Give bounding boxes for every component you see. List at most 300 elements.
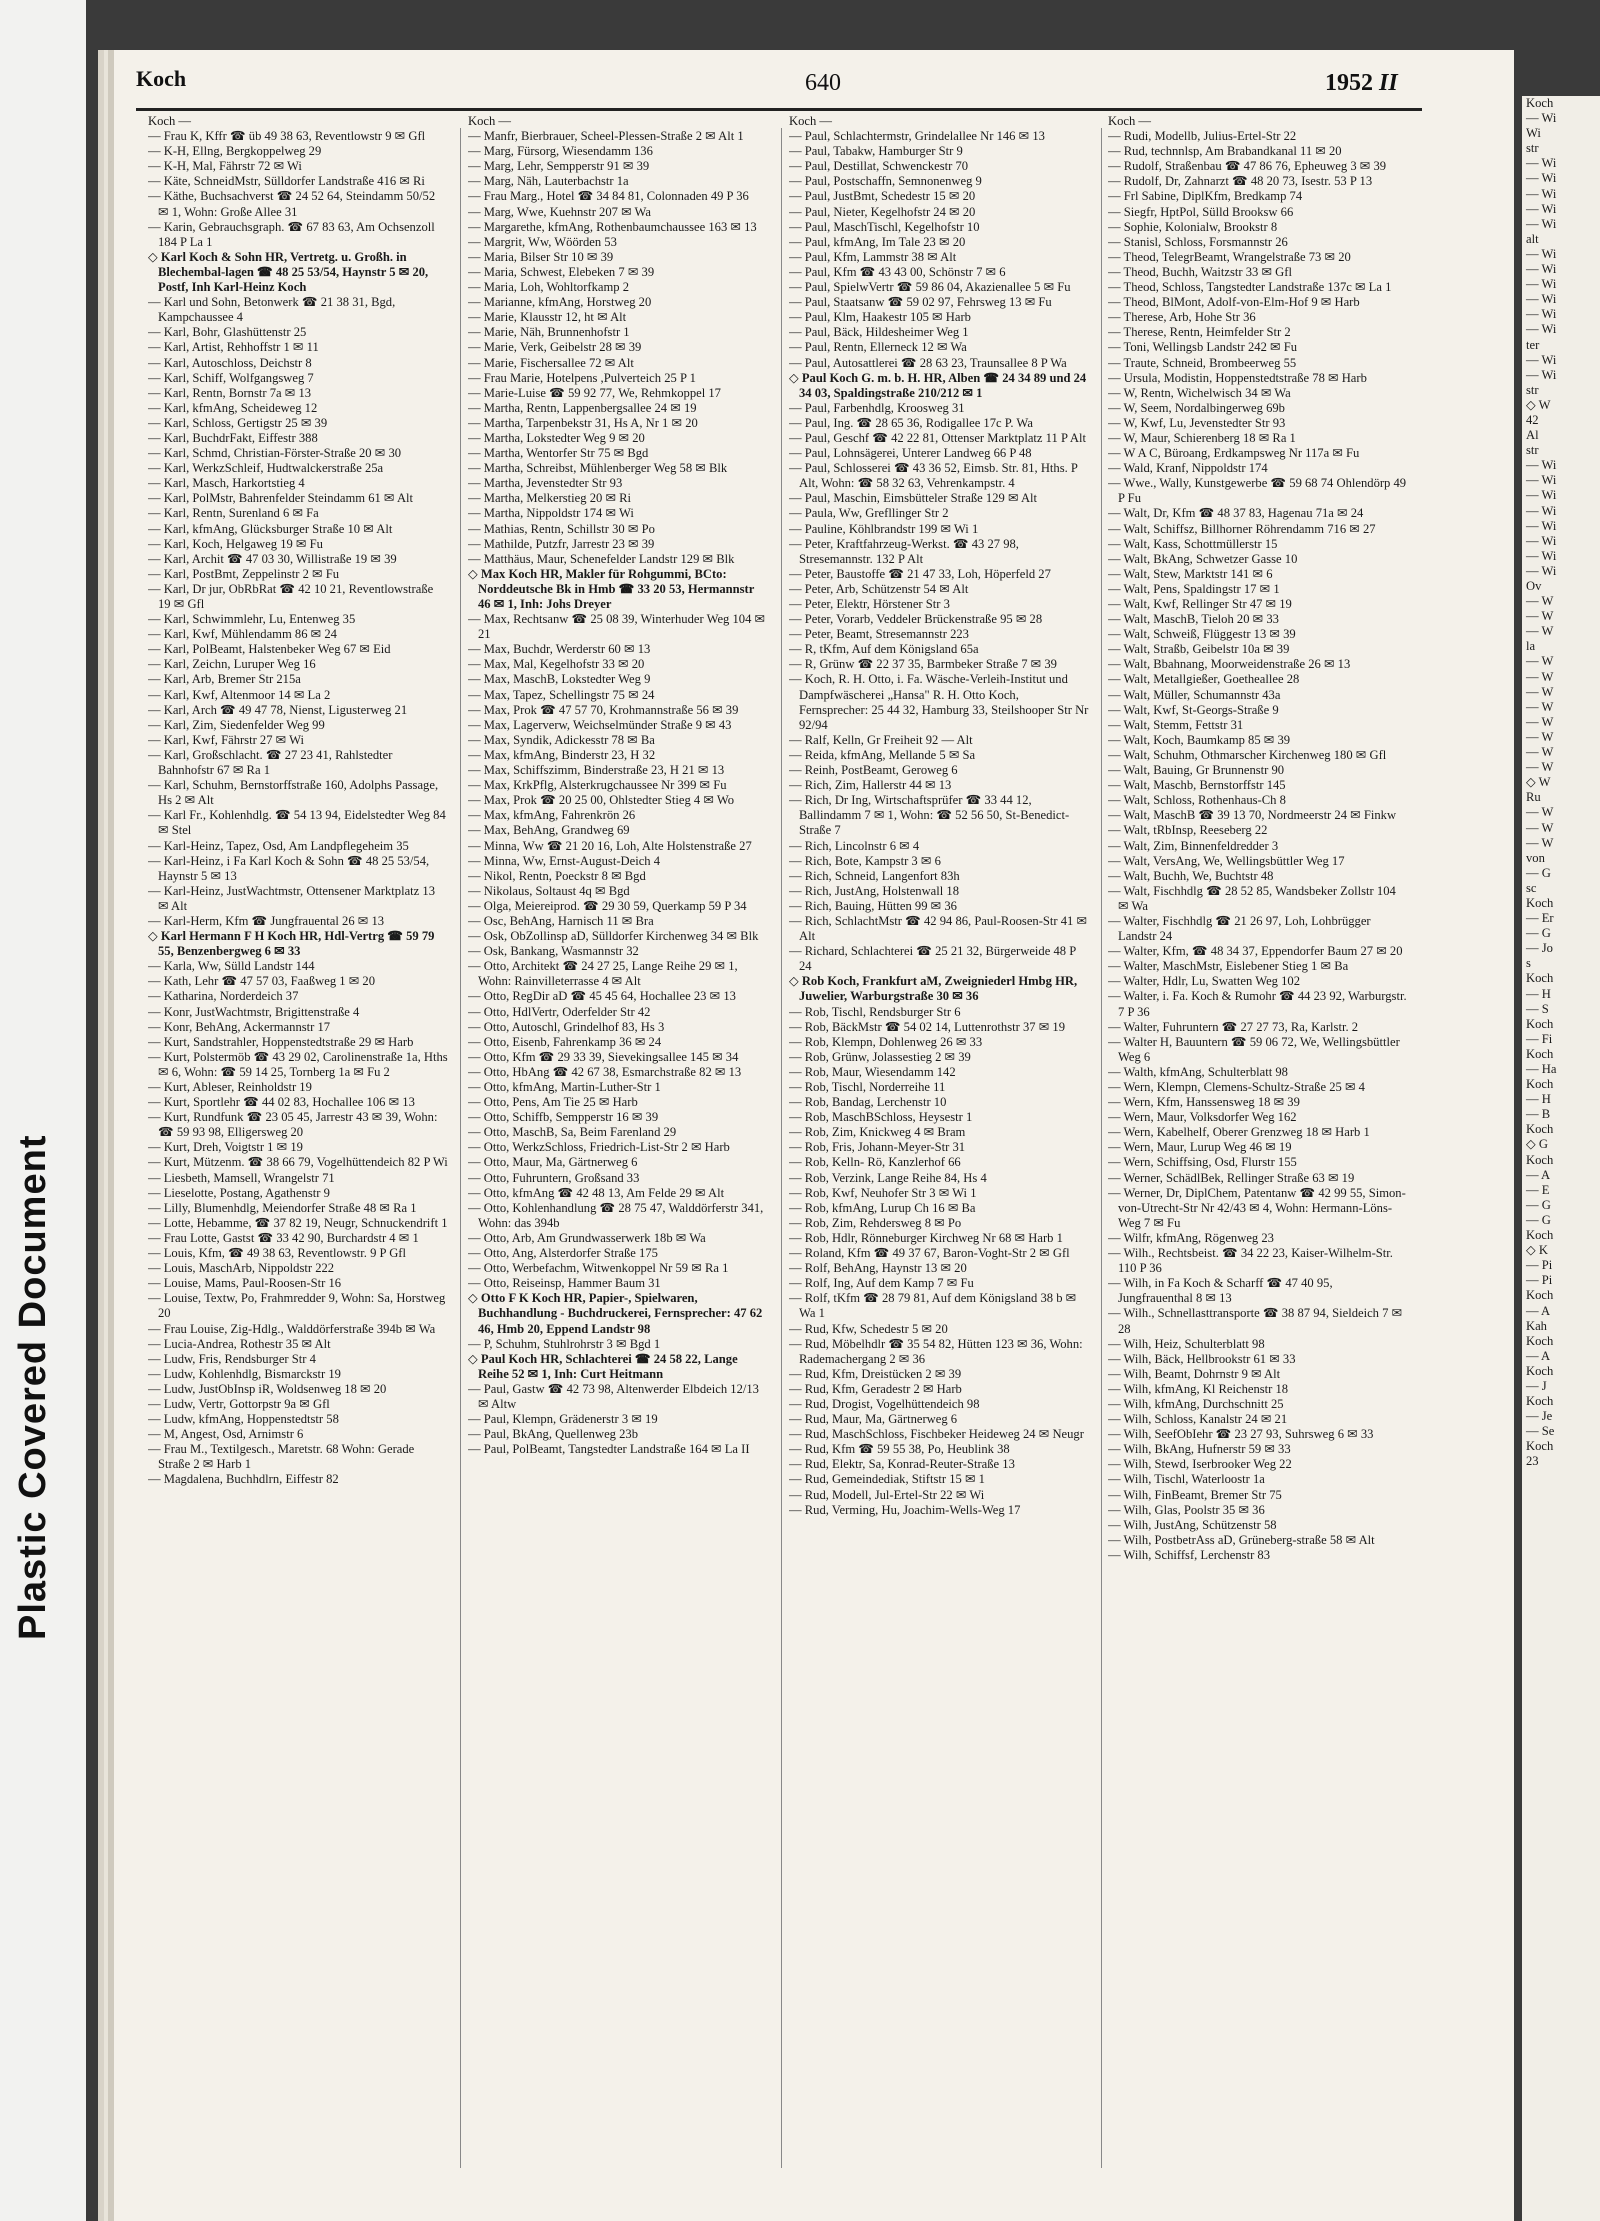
directory-entry: — Kurt, Mützenm. ☎ 38 66 79, Vogelhüttendeich 82 P Wi <box>148 1155 448 1170</box>
directory-entry: ◇ Rob Koch, Frankfurt aM, Zweigniederl Hmbg HR, Juwelier, Warburgstraße 30 ✉ 36 <box>789 974 1078 1004</box>
directory-entry: — Rudolf, Straßenbau ☎ 47 86 76, Epheuweg 3 ✉ 39 <box>1108 159 1387 174</box>
directory-entry: — Wilh, BkAng, Hufnerstr 59 ✉ 33 <box>1108 1442 1291 1457</box>
directory-entry: — Paul, Klm, Haakestr 105 ✉ Harb <box>789 310 971 325</box>
directory-entry: — Max, Prok ☎ 47 57 70, Krohmannstraße 56 ✉ 39 <box>468 702 739 717</box>
next-page-fragment: — Wi <box>1526 458 1557 473</box>
directory-entry: — Wwe., Wally, Kunstgewerbe ☎ 59 68 74 Ohlendörp 49 P Fu <box>1108 476 1407 506</box>
directory-entry: — Otto, Arb, Am Grundwasserwerk 18b ✉ Wa <box>468 1230 706 1245</box>
directory-entry: — W, Kwf, Lu, Jevenstedter Str 93 <box>1108 415 1286 430</box>
directory-entry: — Rob, kfmAng, Lurup Ch 16 ✉ Ba <box>789 1200 976 1215</box>
directory-entry: — Lucia-Andrea, Rothestr 35 ✉ Alt <box>148 1336 331 1351</box>
next-page-fragment: — Wi <box>1526 563 1557 578</box>
next-page-fragment: — S <box>1526 1001 1549 1016</box>
directory-entry: — Wilfr, kfmAng, Rögenweg 23 <box>1108 1230 1274 1245</box>
directory-entry: — Rob, Tischl, Rendsburger Str 6 <box>789 1004 961 1019</box>
directory-entry: — Rud, Kfm, Geradestr 2 ✉ Harb <box>789 1381 962 1396</box>
directory-entry: — Osc, BehAng, Harnisch 11 ✉ Bra <box>468 913 654 928</box>
directory-entry: — Rich, Dr Ing, Wirtschaftsprüfer ☎ 33 44 12, Ballindamm 7 ✉ 1, Wohn: ☎ 52 56 50, St-Benedict-Straße 7 <box>789 793 1070 838</box>
directory-entry: — Paul, Klempn, Grädenerstr 3 ✉ 19 <box>468 1412 658 1427</box>
directory-entry: — Walt, Schiffsz, Billhorner Röhrendamm 716 ✉ 27 <box>1108 521 1376 536</box>
directory-entry: — Kurt, Dreh, Voigtstr 1 ✉ 19 <box>148 1140 303 1155</box>
directory-entry: — Ludw, JustObInsp iR, Woldsenweg 18 ✉ 20 <box>148 1381 387 1396</box>
directory-entry: — Walt, Stemm, Fettstr 31 <box>1108 717 1244 732</box>
next-page-fragment: Koch <box>1526 1288 1554 1303</box>
next-page-fragment: — Wi <box>1526 111 1557 126</box>
next-page-fragment: — Jo <box>1526 941 1553 956</box>
directory-entry: — Walt, Müller, Schumannstr 43a <box>1108 687 1281 702</box>
directory-entry: — Karl, Arb, Bremer Str 215a <box>148 672 301 687</box>
directory-entry: — Wilh., Schnellasttransporte ☎ 38 87 94, Sieldeich 7 ✉ 28 <box>1108 1306 1403 1336</box>
directory-entry: Koch — <box>1108 114 1152 128</box>
directory-entry: — Paul, Nieter, Kegelhofstr 24 ✉ 20 <box>789 204 976 219</box>
directory-entry: Koch — <box>789 114 833 128</box>
next-page-fragment: str <box>1526 443 1539 458</box>
year: 1952 <box>1325 70 1373 96</box>
directory-entry: — Rob, Zim, Rehdersweg 8 ✉ Po <box>789 1215 962 1230</box>
directory-entry: — Peter, Baustoffe ☎ 21 47 33, Loh, Höperfeld 27 <box>789 566 1051 581</box>
directory-entry: — Paul, PolBeamt, Tangstedter Landstraße 164 ✉ La II <box>468 1442 750 1457</box>
next-page-fragment: Koch <box>1526 1077 1554 1092</box>
next-page-fragment: — Wi <box>1526 533 1557 548</box>
next-page-fragment: — Wi <box>1526 171 1557 186</box>
directory-entry: — Martha, Nippoldstr 174 ✉ Wi <box>468 506 634 521</box>
directory-entry: — Walt, Zim, Binnenfeldredder 3 <box>1108 838 1279 853</box>
directory-entry: — Rich, SchlachtMstr ☎ 42 94 86, Paul-Roosen-Str 41 ✉ Alt <box>789 913 1088 944</box>
directory-entry: — Karl, PostBmt, Zeppelinstr 2 ✉ Fu <box>148 566 340 581</box>
next-page-fragment: Ov <box>1526 579 1542 593</box>
next-page-fragment: Koch <box>1526 1046 1554 1061</box>
directory-entry: — Ludw, Kohlenhdlg, Bismarckstr 19 <box>148 1366 341 1381</box>
directory-entry: — Wilh, Beamt, Dohrnstr 9 ✉ Alt <box>1108 1366 1281 1381</box>
directory-entry: — Rob, Maur, Wiesendamm 142 <box>789 1064 956 1079</box>
next-page-fragment: — G <box>1526 926 1551 941</box>
directory-entry: — Walt, Fischhdlg ☎ 28 52 85, Wandsbeker Zollstr 104 ✉ Wa <box>1108 883 1396 913</box>
directory-entry: — Walt, Stew, Marktstr 141 ✉ 6 <box>1108 566 1273 581</box>
next-page-fragment: Koch <box>1526 1152 1554 1167</box>
directory-entry: — Werner, SchädlBek, Rellinger Straße 63 ✉ 19 <box>1108 1170 1355 1185</box>
next-page-fragment: — Wi <box>1526 518 1557 533</box>
next-page-fragment: ◇ K <box>1526 1243 1548 1258</box>
directory-entry: — Ursula, Modistin, Hoppenstedtstraße 78 ✉ Harb <box>1108 370 1367 385</box>
directory-entry: — Paul, Tabakw, Hamburger Str 9 <box>789 144 963 159</box>
next-page-fragment: — E <box>1526 1182 1550 1197</box>
directory-entry: — Paul, Ing. ☎ 28 65 36, Rodigallee 17c P. Wa <box>789 415 1033 430</box>
next-page-fragment: — Wi <box>1526 292 1557 307</box>
directory-entry: — Walt, Koch, Baumkamp 85 ✉ 39 <box>1108 732 1291 747</box>
next-page-fragment: Ru <box>1526 790 1541 805</box>
directory-entry: — Max, Rechtsanw ☎ 25 08 39, Winterhuder Weg 104 ✉ 21 <box>468 612 766 642</box>
directory-entry: — Rud, Möbelhdlr ☎ 35 54 82, Hütten 123 ✉ 36, Wohn: Rademachergang 2 ✉ 36 <box>789 1336 1083 1366</box>
directory-entry: — Karl, Zeichn, Luruper Weg 16 <box>148 657 316 672</box>
directory-entry: — Karl, Archit ☎ 47 03 30, Willistraße 19 ✉ 39 <box>148 551 397 566</box>
next-page-fragment: — W <box>1526 805 1554 820</box>
directory-entry: — Wern, Kabelhelf, Oberer Grenzweg 18 ✉ Harb 1 <box>1108 1125 1370 1140</box>
directory-entry: — Therese, Arb, Hohe Str 36 <box>1108 310 1256 325</box>
directory-entry: — Walt, Pens, Spaldingstr 17 ✉ 1 <box>1108 581 1280 596</box>
directory-entry: — Rud, technnlsp, Am Brabandkanal 11 ✉ 20 <box>1108 144 1342 159</box>
next-page-fragment: 23 <box>1526 1454 1539 1469</box>
directory-entry: — Otto, Eisenb, Fahrenkamp 36 ✉ 24 <box>468 1034 662 1049</box>
next-page-fragment: — Pi <box>1526 1258 1553 1273</box>
directory-entry: — Walt, Kwf, St-Georgs-Straße 9 <box>1108 702 1279 717</box>
directory-entry: — Paul, Kfm ☎ 43 43 00, Schönstr 7 ✉ 6 <box>789 264 1006 279</box>
directory-entry: — Max, KrkPflg, Alsterkrugchaussee Nr 399 ✉ Fu <box>468 778 727 793</box>
directory-entry: — Rob, Bandag, Lerchenstr 10 <box>789 1095 947 1110</box>
directory-entry: — Paul, Autosattlerei ☎ 28 63 23, Traunsallee 8 P Wa <box>789 355 1067 370</box>
directory-entry: — Mathilde, Putzfr, Jarrestr 23 ✉ 39 <box>468 536 655 551</box>
directory-entry: — Wern, Maur, Volksdorfer Weg 162 <box>1108 1110 1297 1125</box>
next-page-fragment: Koch <box>1526 1394 1554 1409</box>
directory-entry: — Paul, Schlosserei ☎ 43 36 52, Eimsb. Str. 81, Hths. P Alt, Wohn: ☎ 58 32 63, Vehrenkampstr. 4 <box>789 461 1078 491</box>
directory-entry: — K-H, Mal, Fährstr 72 ✉ Wi <box>148 159 302 174</box>
directory-entry: — Otto, Ang, Alsterdorfer Straße 175 <box>468 1246 658 1261</box>
directory-entry: — Siegfr, HptPol, Sülld Brooksw 66 <box>1108 204 1294 219</box>
next-page-fragment: — W <box>1526 609 1554 624</box>
directory-entry: — Frau Lotte, Gastst ☎ 33 42 90, Burchardstr 4 ✉ 1 <box>148 1230 419 1245</box>
directory-entry: — Lilly, Blumenhdlg, Meiendorfer Straße 48 ✉ Ra 1 <box>148 1200 417 1215</box>
directory-entry: — Walt, tRbInsp, Reeseberg 22 <box>1108 823 1268 838</box>
next-page-fragment: Koch <box>1526 1122 1554 1137</box>
directory-entry: — Karl, Rentn, Bornstr 7a ✉ 13 <box>148 385 312 400</box>
directory-entry: — Otto, RegDir aD ☎ 45 45 64, Hochallee 23 ✉ 13 <box>468 989 736 1004</box>
directory-entry: — Karl, Koch, Helgaweg 19 ✉ Fu <box>148 536 323 551</box>
directory-entry: — Max, Buchdr, Werderstr 60 ✉ 13 <box>468 642 651 657</box>
directory-entry: ◇ Paul Koch G. m. b. H. HR, Alben ☎ 24 34 89 und 24 34 03, Spaldingstraße 210/212 ✉ 1 <box>789 370 1087 400</box>
directory-entry: — Nikolaus, Soltaust 4q ✉ Bgd <box>468 883 630 898</box>
directory-entry: — Walt, Bbahnang, Moorweidenstraße 26 ✉ 13 <box>1108 657 1351 672</box>
directory-entry: — Walter, MaschMstr, Eislebener Stieg 1 ✉ Ba <box>1108 959 1349 974</box>
directory-entry: — Karl-Heinz, i Fa Karl Koch & Sohn ☎ 48 25 53/54, Haynstr 5 ✉ 13 <box>148 853 430 883</box>
directory-entry: — Martha, Tarpenbekstr 31, Hs A, Nr 1 ✉ 20 <box>468 415 698 430</box>
directory-entry: — Maria, Schwest, Elebeken 7 ✉ 39 <box>468 264 655 279</box>
column-divider <box>1101 128 1102 2168</box>
next-page-fragment: — W <box>1526 654 1554 669</box>
directory-entry: — Rob, Grünw, Jolassestieg 2 ✉ 39 <box>789 1049 971 1064</box>
directory-entry: — Max, MaschB, Lokstedter Weg 9 <box>468 672 651 687</box>
directory-entry: — Paul, BkAng, Quellenweg 23b <box>468 1427 638 1442</box>
directory-entry: — Karl, PolMstr, Bahrenfelder Steindamm 61 ✉ Alt <box>148 491 414 506</box>
directory-entry: — Marie, Näh, Brunnenhofstr 1 <box>468 325 630 340</box>
directory-entry: — Rich, Schneid, Langenfort 83h <box>789 868 960 883</box>
directory-entry: ◇ Karl Koch & Sohn HR, Vertretg. u. Großh. in Blechembal-lagen ☎ 48 25 53/54, Haynstr 5 ✉ 20, Postf, Inh Karl-Heinz Koch <box>148 249 429 295</box>
directory-entry: — Werner, Dr, DiplChem, Patentanw ☎ 42 99 55, Simon-von-Utrecht-Str Nr 42/43 ✉ 4, Wohn: Hermann-Löns-Weg 7 ✉ Fu <box>1108 1185 1406 1230</box>
directory-entry: — Paul, kfmAng, Im Tale 23 ✉ 20 <box>789 234 966 249</box>
next-page-fragment: — Wi <box>1526 367 1557 382</box>
directory-entry: — Walt, BkAng, Schwetzer Gasse 10 <box>1108 551 1298 566</box>
directory-entry: — Kath, Lehr ☎ 47 57 03, Faaßweg 1 ✉ 20 <box>148 974 376 989</box>
directory-entry: — Wilh, Stewd, Iserbrooker Weg 22 <box>1108 1457 1292 1472</box>
directory-entry: — Matthäus, Maur, Schenefelder Landstr 129 ✉ Blk <box>468 551 735 566</box>
directory-entry: — Walter H, Bauuntern ☎ 59 06 72, We, Wellingsbüttler Weg 6 <box>1108 1034 1400 1064</box>
side-label: Plastic Covered Document <box>12 1134 54 1640</box>
directory-entry: — Karl, Bohr, Glashüttenstr 25 <box>148 325 307 340</box>
directory-entry: — Ralf, Kelln, Gr Freiheit 92 — Alt <box>789 732 973 747</box>
directory-entry: — Rud, Gemeindediak, Stiftstr 15 ✉ 1 <box>789 1472 985 1487</box>
directory-entry: Koch — <box>468 114 512 128</box>
next-page-fragment: — Wi <box>1526 488 1557 503</box>
directory-entry: — Martha, Lokstedter Weg 9 ✉ 20 <box>468 430 645 445</box>
directory-entry: — Walt, VersAng, We, Wellingsbüttler Weg 17 <box>1108 853 1345 868</box>
directory-entry: — Karl-Heinz, JustWachtmstr, Ottensener Marktplatz 13 ✉ Alt <box>148 883 436 913</box>
next-page-fragment: — Wi <box>1526 352 1557 367</box>
next-page-fragment: — Wi <box>1526 307 1557 322</box>
directory-entry: — Karla, Ww, Sülld Landstr 144 <box>148 959 315 974</box>
directory-entry: ◇ Paul Koch HR, Schlachterei ☎ 24 58 22, Lange Reihe 52 ✉ 1, Inh: Curt Heitmann <box>468 1351 738 1381</box>
next-page-fragment: Wi <box>1526 126 1541 141</box>
directory-entry: — Rob, Hdlr, Rönneburger Kirchweg Nr 68 ✉ Harb 1 <box>789 1230 1063 1245</box>
directory-entry: — Rob, Verzink, Lange Reihe 84, Hs 4 <box>789 1170 987 1185</box>
next-page-fragment: — Wi <box>1526 322 1557 337</box>
directory-entry: — Karl, Artist, Rehhoffstr 1 ✉ 11 <box>148 340 319 355</box>
directory-entry: — Ludw, Fris, Rendsburger Str 4 <box>148 1351 316 1366</box>
directory-entry: — Karl und Sohn, Betonwerk ☎ 21 38 31, Bgd, Kampchaussee 4 <box>148 295 396 325</box>
next-page-edge <box>1522 96 1600 2221</box>
directory-entry: — Paul, Postschaffn, Semnonenweg 9 <box>789 174 982 189</box>
next-page-fragment: Koch <box>1526 1439 1554 1454</box>
directory-entry: — Osk, ObZollinsp aD, Sülldorfer Kirchenweg 34 ✉ Blk <box>468 929 759 944</box>
next-page-fragment: — Wi <box>1526 156 1557 171</box>
page-number: 640 <box>805 70 841 96</box>
next-page-fragment: — G <box>1526 865 1551 880</box>
next-page-fragment: — W <box>1526 745 1554 760</box>
directory-entry: — Otto, Werbefachm, Witwenkoppel Nr 59 ✉ Ra 1 <box>468 1261 729 1276</box>
directory-entry: — Richard, Schlachterei ☎ 25 21 32, Bürgerweide 48 P 24 <box>789 944 1076 974</box>
directory-entry: — Reida, kfmAng, Mellande 5 ✉ Sa <box>789 747 976 762</box>
directory-entry: — Margrit, Ww, Wöörden 53 <box>468 234 617 249</box>
directory-entry: — Wilh, Glas, Poolstr 35 ✉ 36 <box>1108 1502 1265 1517</box>
directory-entry: — Max, Mal, Kegelhofstr 33 ✉ 20 <box>468 657 645 672</box>
directory-entry: — Karl, BuchdrFakt, Eiffestr 388 <box>148 430 318 445</box>
directory-entry: — Max, kfmAng, Fahrenkrön 26 <box>468 808 636 823</box>
next-page-fragment: — G <box>1526 1197 1551 1212</box>
directory-entry: — Rob, BäckMstr ☎ 54 02 14, Luttenrothstr 37 ✉ 19 <box>789 1019 1065 1034</box>
next-page-fragment: la <box>1526 639 1536 654</box>
directory-entry: — Roland, Kfm ☎ 49 37 67, Baron-Voght-Str 2 ✉ Gfl <box>789 1246 1070 1261</box>
directory-entry: — Paul, Lohnsägerei, Unterer Landweg 66 P 48 <box>789 446 1032 461</box>
directory-entry: — Rud, Verming, Hu, Joachim-Wells-Weg 17 <box>789 1502 1021 1517</box>
directory-entry: — Sophie, Kolonialw, Brookstr 8 <box>1108 219 1278 234</box>
next-page-fragment: ter <box>1526 337 1540 352</box>
directory-entry: — Otto, WerkzSchloss, Friedrich-List-Str 2 ✉ Harb <box>468 1140 730 1155</box>
next-page-fragment: — Ha <box>1526 1062 1557 1076</box>
directory-entry: — W, Rentn, Wichelwisch 34 ✉ Wa <box>1108 385 1291 400</box>
directory-entry: — Walt, Bauing, Gr Brunnenstr 90 <box>1108 763 1285 778</box>
directory-entry: — Marg, Fürsorg, Wiesendamm 136 <box>468 144 653 159</box>
directory-entry: — Lotte, Hebamme, ☎ 37 82 19, Neugr, Schnuckendrift 1 <box>148 1215 448 1230</box>
next-page-fragment: — W <box>1526 684 1554 699</box>
directory-entry: — Karl, Arch ☎ 49 47 78, Nienst, Ligusterweg 21 <box>148 702 408 717</box>
directory-entry: — Paul, Gastw ☎ 42 73 98, Altenwerder Elbdeich 12/13 ✉ Altw <box>468 1381 759 1411</box>
directory-entry: — Karl, Schuhm, Bernstorffstraße 160, Adolphs Passage, Hs 2 ✉ Alt <box>148 778 439 808</box>
directory-entry: — Walt, Straßb, Geibelstr 10a ✉ 39 <box>1108 642 1290 657</box>
directory-entry: — Kurt, Sportlehr ☎ 44 02 83, Hochallee 106 ✉ 13 <box>148 1095 415 1110</box>
directory-entry: — Walt, Schloss, Rothenhaus-Ch 8 <box>1108 793 1286 808</box>
directory-entry: — Louis, MaschArb, Nippoldstr 222 <box>148 1261 335 1276</box>
next-page-fragment: — J <box>1526 1378 1547 1393</box>
directory-entry: — Rud, Drogist, Vogelhüttendeich 98 <box>789 1396 980 1411</box>
directory-entry: — Martha, Jevenstedter Str 93 <box>468 476 623 491</box>
directory-entry: — Walt, Schweiß, Flüggestr 13 ✉ 39 <box>1108 627 1296 642</box>
next-page-fragment: — Wi <box>1526 473 1557 488</box>
directory-entry: — Rob, Klempn, Dohlenweg 26 ✉ 33 <box>789 1034 983 1049</box>
directory-entry: — Rich, JustAng, Holstenwall 18 <box>789 883 960 898</box>
directory-entry: — Walt, Schuhm, Othmarscher Kirchenweg 180 ✉ Gfl <box>1108 747 1387 762</box>
directory-entry: — Wilh, in Fa Koch & Scharff ☎ 47 40 95, Jungfrauenthal 8 ✉ 13 <box>1108 1276 1333 1306</box>
directory-entry: — Rob, Kwf, Neuhofer Str 3 ✉ Wi 1 <box>789 1185 977 1200</box>
directory-entry: — Louise, Mams, Paul-Roosen-Str 16 <box>148 1276 342 1291</box>
directory-entry: — M, Angest, Osd, Arnimstr 6 <box>148 1427 304 1442</box>
directory-entry: — Marg, Näh, Lauterbachstr 1a <box>468 174 629 189</box>
directory-entry: — Pauline, Köhlbrandstr 199 ✉ Wi 1 <box>789 521 979 536</box>
next-page-fragment: — H <box>1526 986 1551 1001</box>
directory-entry: — Karin, Gebrauchsgraph. ☎ 67 83 63, Am Ochsenzoll 184 P La 1 <box>148 219 435 249</box>
directory-entry: — Paula, Ww, Grefllinger Str 2 <box>789 506 949 521</box>
directory-entry: — Walter, i. Fa. Koch & Rumohr ☎ 44 23 92, Warburgstr. 7 P 36 <box>1108 989 1407 1019</box>
next-page-fragment: — W <box>1526 714 1554 729</box>
directory-entry: — Karl, Kwf, Mühlendamm 86 ✉ 24 <box>148 627 337 642</box>
directory-entry: — Nikol, Rentn, Poeckstr 8 ✉ Bgd <box>468 868 646 883</box>
directory-entry: — Magdalena, Buchhdlrn, Eiffestr 82 <box>148 1472 339 1487</box>
directory-entry: — Rolf, tKfm ☎ 28 79 81, Auf dem Königsland 38 b ✉ Wa 1 <box>789 1291 1077 1321</box>
directory-entry: — Frl Sabine, DiplKfm, Bredkamp 74 <box>1108 189 1303 204</box>
directory-entry: — Otto, Architekt ☎ 24 27 25, Lange Reihe 29 ✉ 1, Wohn: Rainvilleterrasse 4 ✉ Alt <box>468 959 738 989</box>
directory-entry: — Theod, TelegrBeamt, Wrangelstraße 73 ✉ 20 <box>1108 249 1351 264</box>
directory-entry: — Karl, Zim, Siedenfelder Weg 99 <box>148 717 325 732</box>
directory-entry: — Rich, Zim, Hallerstr 44 ✉ 13 <box>789 778 952 793</box>
directory-entry: — Theod, Buchh, Waitzstr 33 ✉ Gfl <box>1108 264 1292 279</box>
directory-entry: ◇ Karl Hermann F H Koch HR, Hdl-Vertrg ☎ 59 79 55, Benzenbergweg 6 ✉ 33 <box>148 929 435 959</box>
directory-entry: — Wilh, Tischl, Waterloostr 1a <box>1108 1472 1265 1487</box>
directory-entry: ◇ Max Koch HR, Makler für Rohgummi, BCto: Norddeutsche Bk in Hmb ☎ 33 20 53, Hermannstr 46 ✉ 1, Inh: Johs Dreyer <box>468 566 755 611</box>
directory-entry: — Otto, Kohlenhandlung ☎ 28 75 47, Walddörferstr 341, Wohn: das 394b <box>468 1200 764 1230</box>
directory-entry: — Traute, Schneid, Brombeerweg 55 <box>1108 355 1297 370</box>
next-page-fragment: — Wi <box>1526 201 1557 216</box>
directory-entry: — Konr, JustWachtmstr, Brigittenstraße 4 <box>148 1004 360 1019</box>
directory-entry: — Karl, Schwimmlehr, Lu, Entenweg 35 <box>148 612 356 627</box>
directory-entry: — Rolf, Ing, Auf dem Kamp 7 ✉ Fu <box>789 1276 974 1291</box>
directory-entry: — Paul, Schlachtermstr, Grindelallee Nr 146 ✉ 13 <box>789 129 1045 144</box>
directory-entry: — Karl, Großschlacht. ☎ 27 23 41, Rahlstedter Bahnhofstr 67 ✉ Ra 1 <box>148 747 393 778</box>
directory-entry: — Karl, Schiff, Wolfgangsweg 7 <box>148 370 314 385</box>
directory-entry: — Wilh, Schloss, Kanalstr 24 ✉ 21 <box>1108 1412 1288 1427</box>
directory-entry: — Stanisl, Schloss, Forsmannstr 26 <box>1108 234 1288 249</box>
directory-entry: — Theod, BlMont, Adolf-von-Elm-Hof 9 ✉ Harb <box>1108 295 1360 310</box>
next-page-fragment: sc <box>1526 880 1537 895</box>
directory-entry: — Paul, Kfm, Lammstr 38 ✉ Alt <box>789 249 957 264</box>
directory-entry: Koch — <box>148 114 192 128</box>
directory-entry: — Maria, Bilser Str 10 ✉ 39 <box>468 249 614 264</box>
next-page-fragment: Koch <box>1526 1363 1554 1378</box>
directory-entry: — Wilh, FinBeamt, Bremer Str 75 <box>1108 1487 1282 1502</box>
directory-entry: — Paul, Maschin, Eimsbütteler Straße 129 ✉ Alt <box>789 491 1038 506</box>
next-page-fragment: — A <box>1526 1303 1551 1318</box>
directory-entry: — Ludw, kfmAng, Hoppenstedtstr 58 <box>148 1412 339 1427</box>
directory-entry: — Liesbeth, Mamsell, Wrangelstr 71 <box>148 1170 335 1185</box>
next-page-fragment: — W <box>1526 699 1554 714</box>
directory-column-4 <box>1108 114 1408 2174</box>
directory-entry: — Marie, Fischersallee 72 ✉ Alt <box>468 355 634 370</box>
directory-entry: — Katharina, Norderdeich 37 <box>148 989 299 1004</box>
directory-entry: — Wilh, kfmAng, Durchschnitt 25 <box>1108 1396 1284 1411</box>
directory-entry: — Olga, Meiereiprod. ☎ 29 30 59, Querkamp 59 P 34 <box>468 898 747 913</box>
directory-entry: — Rob, Fris, Johann-Meyer-Str 31 <box>789 1140 966 1155</box>
directory-entry: — Walter, Hdlr, Lu, Swatten Weg 102 <box>1108 974 1301 989</box>
directory-entry: — Wern, Maur, Lurup Weg 46 ✉ 19 <box>1108 1140 1292 1155</box>
directory-entry: — Kurt, Ableser, Reinholdstr 19 <box>148 1080 312 1094</box>
directory-entry: — Rich, Lincolnstr 6 ✉ 4 <box>789 838 920 853</box>
directory-entry: — Walt, Kwf, Rellinger Str 47 ✉ 19 <box>1108 597 1292 611</box>
directory-entry: — Theod, Schloss, Tangstedter Landstraße 137c ✉ La 1 <box>1108 280 1392 295</box>
directory-entry: — Rudolf, Dr, Zahnarzt ☎ 48 20 73, Isestr. 53 P 13 <box>1108 174 1373 189</box>
directory-entry: — Karl, Schloss, Gertigstr 25 ✉ 39 <box>148 415 328 430</box>
next-page-fragment: — Pi <box>1526 1273 1553 1288</box>
column-divider <box>460 128 461 2168</box>
directory-entry: ◇ Otto F K Koch HR, Papier-, Spielwaren, Buchhandlung - Buchdruckerei, Fernsprecher: 47 62 46, Hmb 20, Eppend Landstr 98 <box>468 1291 763 1336</box>
next-page-fragment: Koch <box>1526 1016 1554 1031</box>
directory-entry: — Karl, Dr jur, ObRbRat ☎ 42 10 21, Reventlowstraße 19 ✉ Gfl <box>148 581 434 611</box>
directory-entry: — Martha, Schreibst, Mühlenberger Weg 58 ✉ Blk <box>468 461 728 476</box>
directory-entry: — Otto, Kfm ☎ 29 33 39, Sievekingsallee 145 ✉ 34 <box>468 1049 739 1064</box>
directory-entry: — Rob, Zim, Knickweg 4 ✉ Bram <box>789 1125 966 1140</box>
edition-year <box>1325 70 1398 97</box>
header-rule <box>136 108 1422 111</box>
next-page-fragment: — Fi <box>1526 1031 1553 1046</box>
next-page-fragment: — Wi <box>1526 186 1557 201</box>
directory-entry: — Otto, Reiseinsp, Hammer Baum 31 <box>468 1276 661 1291</box>
directory-entry: — Osk, Bankang, Wasmannstr 32 <box>468 944 639 959</box>
directory-entry: — Paul, Bäck, Hildesheimer Weg 1 <box>789 325 969 340</box>
next-page-fragment: — W <box>1526 729 1554 744</box>
directory-entry: — Otto, Autoschl, Grindelhof 83, Hs 3 <box>468 1019 665 1034</box>
directory-entry: — Karl, kfmAng, Scheideweg 12 <box>148 400 318 415</box>
directory-entry: — Marie, Verk, Geibelstr 28 ✉ 39 <box>468 340 642 355</box>
next-page-fragment: — Wi <box>1526 503 1557 518</box>
directory-entry: — Mathias, Rentn, Schillstr 30 ✉ Po <box>468 521 655 536</box>
directory-entry: — Marg, Wwe, Kuehnstr 207 ✉ Wa <box>468 204 652 219</box>
next-page-fragment: Koch <box>1526 895 1554 910</box>
running-head-name: Koch <box>136 66 187 91</box>
directory-entry: — Max, Tapez, Schellingstr 75 ✉ 24 <box>468 687 655 702</box>
directory-entry: — Otto, HbAng ☎ 42 67 38, Esmarchstraße 82 ✉ 13 <box>468 1064 742 1079</box>
directory-entry: — Walth, kfmAng, Schulterblatt 98 <box>1108 1064 1288 1079</box>
directory-entry: — Martha, Wentorfer Str 75 ✉ Bgd <box>468 446 649 461</box>
directory-entry: — Paul, Staatsanw ☎ 59 02 97, Fehrsweg 13 ✉ Fu <box>789 295 1052 310</box>
directory-entry: — Rud, Modell, Jul-Ertel-Str 22 ✉ Wi <box>789 1487 985 1502</box>
directory-entry: — Peter, Beamt, Stresemannstr 223 <box>789 627 969 642</box>
directory-entry: — Walt, MaschB ☎ 39 13 70, Nordmeerstr 24 ✉ Finkw <box>1108 808 1397 823</box>
directory-entry: — Wald, Kranf, Nippoldstr 174 <box>1108 461 1268 476</box>
directory-entry: — Karl, Autoschloss, Deichstr 8 <box>148 355 312 370</box>
directory-entry: — Otto, Fuhruntern, Großsand 33 <box>468 1170 640 1185</box>
directory-entry: — Marg, Lehr, Sempperstr 91 ✉ 39 <box>468 159 650 174</box>
next-page-fragment: — Wi <box>1526 246 1557 261</box>
directory-entry: — Marianne, kfmAng, Horstweg 20 <box>468 295 652 310</box>
directory-entry: — Kurt, Rundfunk ☎ 23 05 45, Jarrestr 43 ✉ 39, Wohn: ☎ 59 93 98, Elligersweg 20 <box>148 1110 438 1140</box>
directory-entry: — Rud, MaschSchloss, Fischbeker Heideweg 24 ✉ Neugr <box>789 1427 1084 1442</box>
column-divider <box>781 128 782 2168</box>
directory-entry: — Wilh, PostbetrAss aD, Grüneberg-straße 58 ✉ Alt <box>1108 1532 1375 1547</box>
directory-column-3 <box>789 114 1089 2174</box>
directory-entry: — Max, BehAng, Grandweg 69 <box>468 823 630 838</box>
directory-entry: — Walt, Maschb, Bernstorffstr 145 <box>1108 778 1286 793</box>
directory-entry: — Rolf, BehAng, Haynstr 13 ✉ 20 <box>789 1261 967 1276</box>
directory-entry: — Otto, kfmAng, Martin-Luther-Str 1 <box>468 1080 661 1094</box>
next-page-fragment: — W <box>1526 669 1554 684</box>
directory-entry: — K-H, Ellng, Bergkoppelweg 29 <box>148 144 322 159</box>
directory-entry: — Wern, Kfm, Hanssensweg 18 ✉ 39 <box>1108 1095 1300 1110</box>
directory-entry: — Frau K, Kffr ☎ üb 49 38 63, Reventlowstr 9 ✉ Gfl <box>148 129 426 144</box>
directory-entry: — Kurt, Polstermöb ☎ 43 29 02, Carolinenstraße 1a, Hths ✉ 6, Wohn: ☎ 59 14 25, Tornberg 1a ✉ Fu 2 <box>148 1049 448 1079</box>
